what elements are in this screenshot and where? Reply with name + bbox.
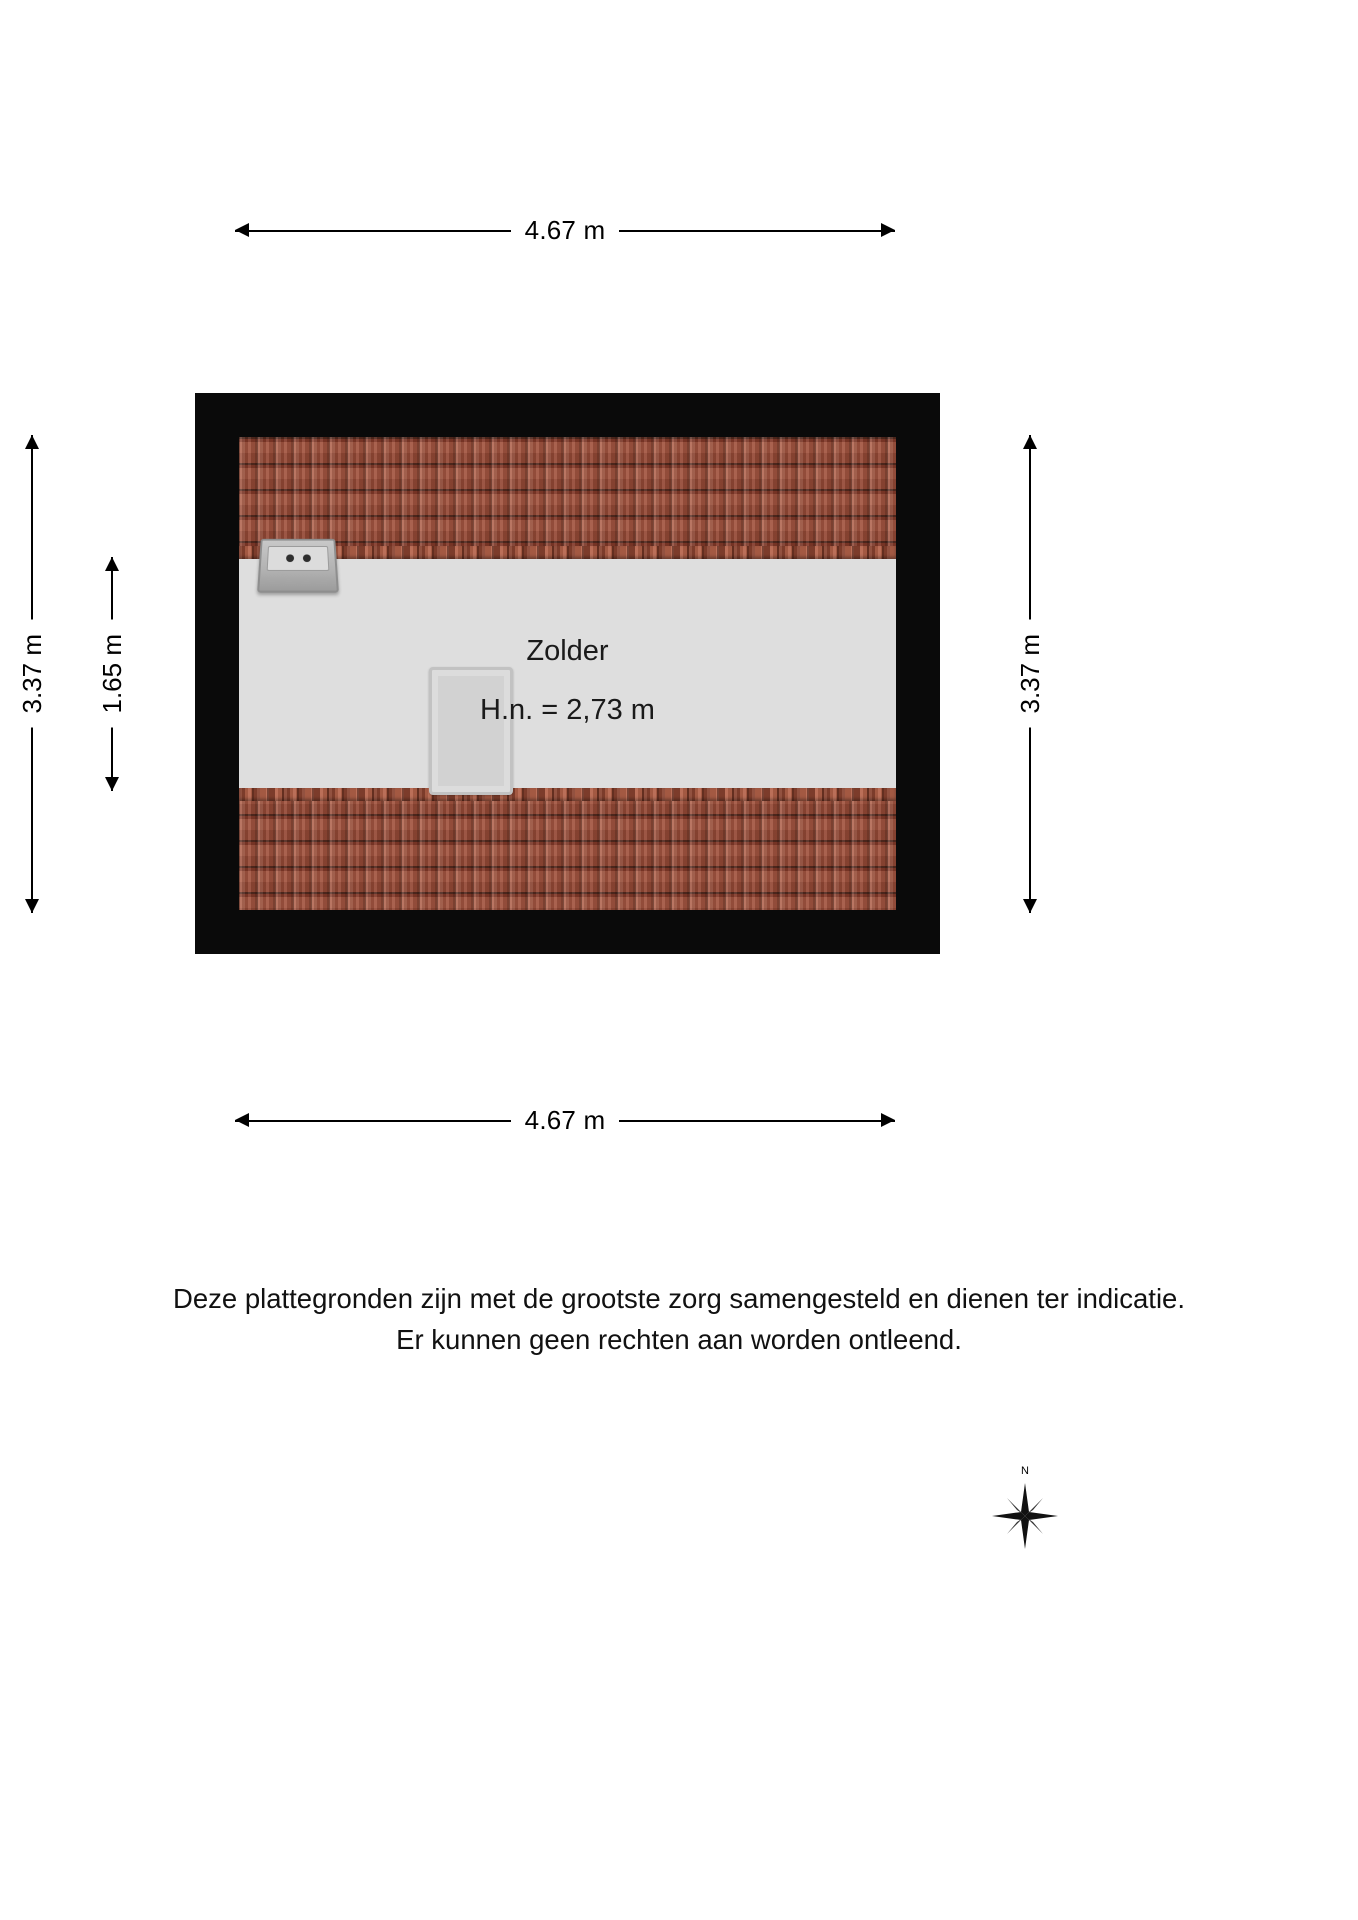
- boiler-panel: [267, 546, 330, 571]
- dimension-bottom-label: 4.67 m: [511, 1105, 620, 1136]
- arrow-up-icon: [25, 435, 39, 449]
- boiler-knob-icon: [302, 554, 310, 562]
- compass-rose: [990, 1465, 1060, 1555]
- room-height-label: H.n. = 2,73 m: [480, 694, 655, 726]
- dimension-left-outer-label: 3.37 m: [17, 620, 48, 728]
- roof-ridge: [239, 788, 896, 801]
- dimension-bottom: [235, 1100, 895, 1140]
- arrow-down-icon: [1023, 899, 1037, 913]
- dimension-left-inner: [92, 557, 132, 791]
- roof-tiles-top: [239, 437, 896, 559]
- compass-north-label: N: [1021, 1465, 1029, 1477]
- boiler-unit-icon: [257, 539, 339, 593]
- arrow-down-icon: [25, 899, 39, 913]
- boiler-knob-icon: [286, 554, 294, 562]
- compass-icon: [990, 1481, 1060, 1551]
- attic-floor-area: [239, 437, 896, 910]
- roof-ridge: [239, 546, 896, 559]
- floorplan-walls: [195, 393, 940, 954]
- dimension-top-label: 4.67 m: [511, 215, 620, 246]
- room-label-group: [239, 635, 896, 727]
- dimension-left-outer: [12, 435, 52, 913]
- arrow-left-icon: [235, 223, 249, 237]
- room-name-label: Zolder: [526, 635, 609, 667]
- dimension-right-outer-label: 3.37 m: [1015, 620, 1046, 728]
- dimension-left-inner-label: 1.65 m: [97, 620, 128, 728]
- roof-tiles-bottom: [239, 788, 896, 910]
- arrow-up-icon: [1023, 435, 1037, 449]
- arrow-left-icon: [235, 1113, 249, 1127]
- dimension-top: [235, 210, 895, 250]
- disclaimer-line-1: Deze plattegronden zijn met de grootste zorg samengesteld en dienen ter indicatie.: [172, 1283, 1185, 1314]
- dimension-right-outer: [1010, 435, 1050, 913]
- disclaimer-text: [0, 1278, 1358, 1361]
- arrow-up-icon: [105, 557, 119, 571]
- arrow-right-icon: [881, 223, 895, 237]
- arrow-right-icon: [881, 1113, 895, 1127]
- arrow-down-icon: [105, 777, 119, 791]
- disclaimer-line-2: Er kunnen geen rechten aan worden ontleend.: [396, 1324, 962, 1356]
